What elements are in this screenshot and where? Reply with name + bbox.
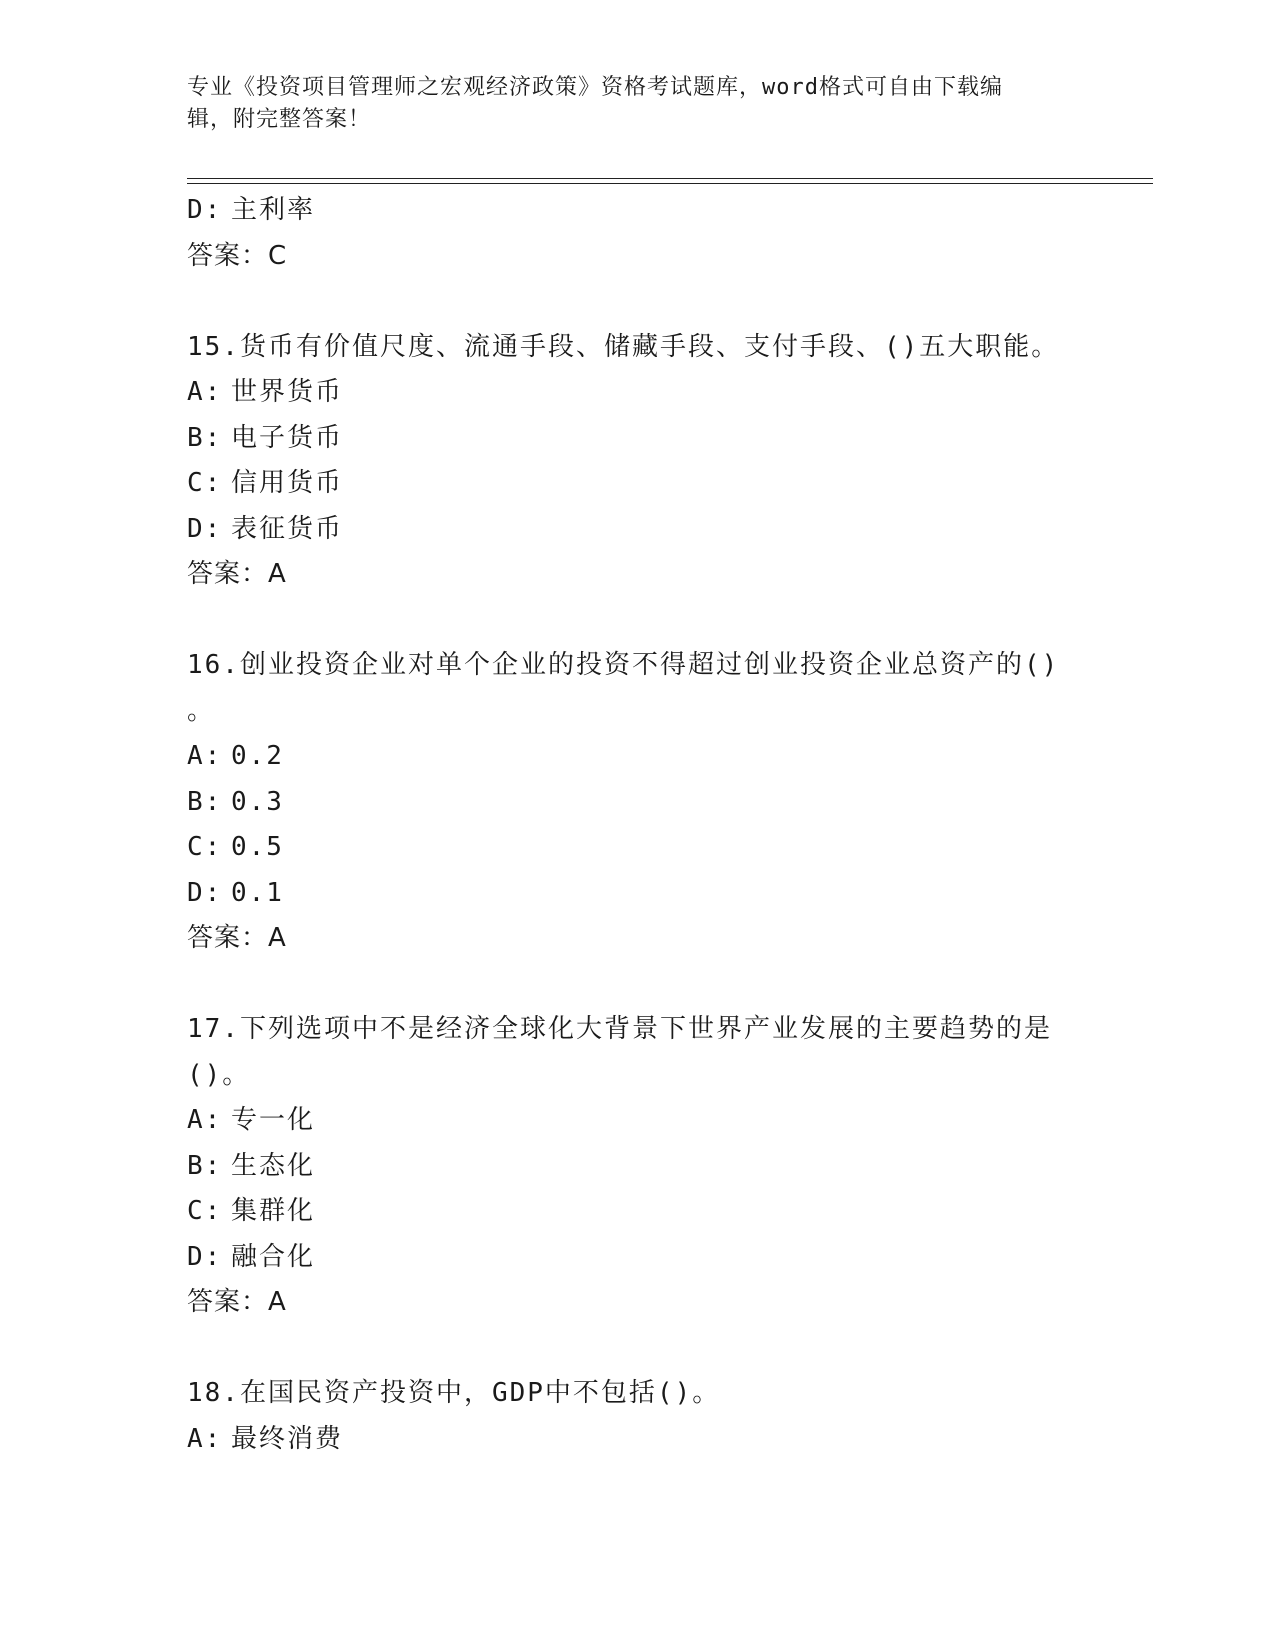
document-header <box>187 72 1067 136</box>
spacer <box>187 1326 1087 1372</box>
option-key: D: <box>187 877 223 908</box>
option-text: 主利率 <box>231 195 316 225</box>
option-text: 集群化 <box>231 1196 316 1226</box>
option-d <box>187 1235 1087 1281</box>
option-text: 电子货币 <box>231 422 344 453</box>
option-key: D: <box>187 1241 223 1272</box>
option-text: 融合化 <box>231 1241 316 1272</box>
option-text: 生态化 <box>231 1150 316 1181</box>
option-b <box>187 780 1087 826</box>
option-key: A: <box>187 1423 223 1454</box>
option-key: D: <box>187 513 223 544</box>
option-c <box>187 461 1087 507</box>
option-a <box>187 370 1087 416</box>
option-d <box>187 871 1087 917</box>
question-stem-continued: ()。 <box>187 1059 251 1090</box>
answer-line: 答案：A <box>187 1287 287 1317</box>
answer-line: 答案：A <box>187 923 287 953</box>
question-15 <box>187 325 1087 598</box>
answer-line: 答案：C <box>187 240 288 271</box>
question-17 <box>187 1007 1087 1326</box>
option-text: 0.3 <box>231 786 284 817</box>
option-d <box>187 188 1087 234</box>
option-c <box>187 825 1087 871</box>
question-stem: 16.创业投资企业对单个企业的投资不得超过创业投资企业总资产的() <box>187 650 1060 680</box>
option-key: B: <box>187 786 223 817</box>
header-rule-top <box>187 178 1153 179</box>
question-stem-continued: 。 <box>187 695 216 726</box>
option-key: A: <box>187 377 223 407</box>
question-stem: 18.在国民资产投资中，GDP中不包括()。 <box>187 1378 721 1408</box>
header-line-2: 辑，附完整答案！ <box>187 107 372 132</box>
option-key: B: <box>187 1150 223 1181</box>
option-key: C: <box>187 1196 223 1226</box>
option-text: 0.5 <box>231 832 284 862</box>
header-line-1: 专业《投资项目管理师之宏观经济政策》资格考试题库，word格式可自由下载编 <box>187 75 1003 100</box>
option-a <box>187 1098 1087 1144</box>
option-a <box>187 1417 1087 1463</box>
option-b <box>187 1144 1087 1190</box>
question-18 <box>187 1371 1087 1462</box>
option-key: C: <box>187 832 223 862</box>
option-b <box>187 416 1087 462</box>
spacer <box>187 598 1087 644</box>
option-text: 0.1 <box>231 877 284 908</box>
option-key: C: <box>187 468 223 498</box>
option-text: 0.2 <box>231 741 284 771</box>
option-text: 专一化 <box>231 1105 316 1135</box>
option-key: B: <box>187 422 223 453</box>
option-d <box>187 507 1087 553</box>
question-stem: 15.货币有价值尺度、流通手段、储藏手段、支付手段、()五大职能。 <box>187 331 1060 362</box>
option-text: 信用货币 <box>231 468 344 498</box>
option-text: 最终消费 <box>231 1423 344 1454</box>
question-16 <box>187 643 1087 962</box>
option-text: 世界货币 <box>231 377 344 407</box>
header-rule-bottom <box>187 183 1153 184</box>
option-c <box>187 1189 1087 1235</box>
spacer <box>187 962 1087 1008</box>
option-key: D: <box>187 195 223 225</box>
spacer <box>187 279 1087 325</box>
option-key: A: <box>187 741 223 771</box>
option-key: A: <box>187 1105 223 1135</box>
question-stem: 17.下列选项中不是经济全球化大背景下世界产业发展的主要趋势的是 <box>187 1014 1052 1044</box>
option-text: 表征货币 <box>231 513 344 544</box>
question-list <box>187 188 1087 1462</box>
option-a <box>187 734 1087 780</box>
answer-line: 答案：A <box>187 559 287 589</box>
